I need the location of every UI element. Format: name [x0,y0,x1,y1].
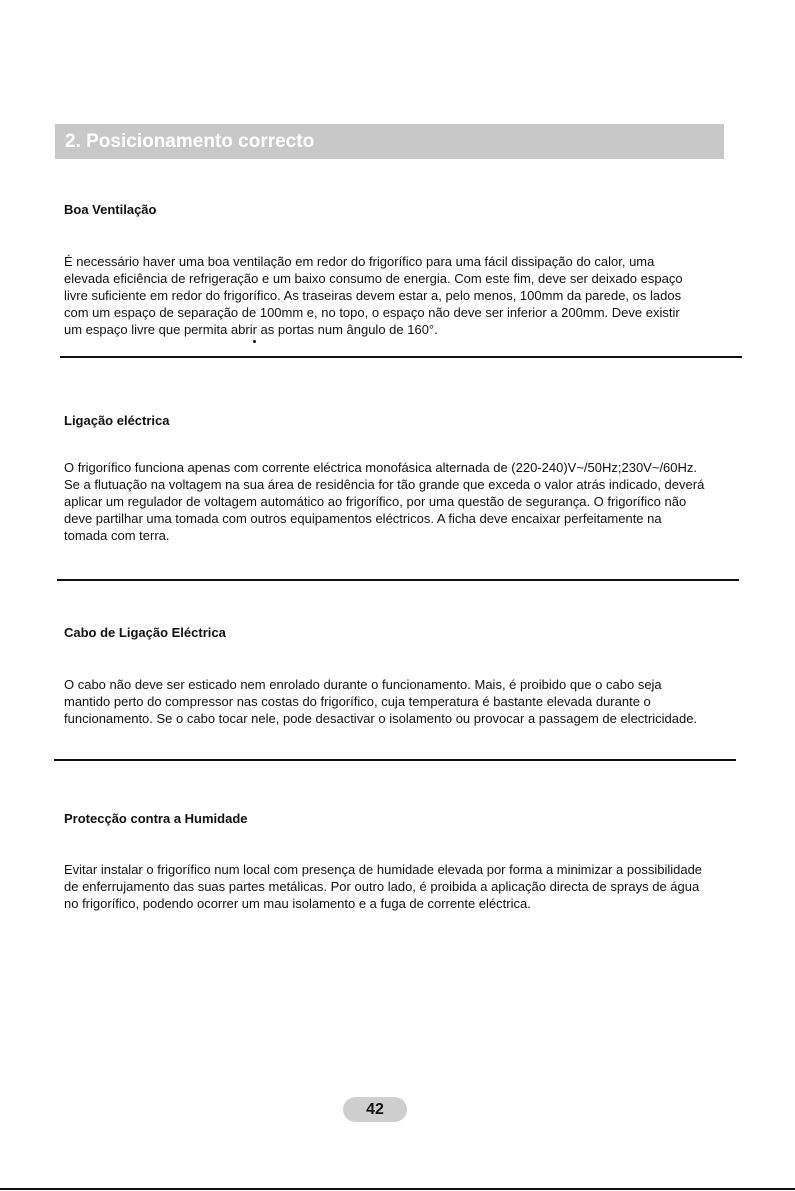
paragraph-line: deve partilhar uma tomada com outros equipamentos eléctricos. A ficha deve encaixar perfeitamente na [64,511,662,526]
page-bottom-border [0,1188,795,1190]
paragraph-line: aplicar um regulador de voltagem automático ao frigorífico, por uma questão de segurança. O frigorífico não [64,494,687,509]
paragraph-line: livre suficiente em redor do frigorífico. As traseiras devem estar a, pelo menos, 100mm da parede, os lados [64,288,682,303]
section-banner [55,124,724,159]
humidity-heading: Protecção contra a Humidade [64,811,248,826]
paragraph-line: no frigorífico, podendo ocorrer um mau isolamento e a fuga de corrente eléctrica. [64,896,531,911]
paragraph-line: É necessário haver uma boa ventilação em redor do frigorífico para uma fácil dissipação do calor, uma [64,254,655,269]
ventilation-heading: Boa Ventilação [64,202,157,217]
humidity-paragraph [64,861,702,912]
paragraph-line: com um espaço de separação de 100mm e, no topo, o espaço não deve ser inferior a 200mm. Deve existir [64,305,680,320]
page-number: 42 [366,1101,384,1118]
section-divider [54,759,736,761]
paragraph-line: um espaço livre que permita abrir as portas num ângulo de 160°. [64,322,438,337]
paragraph-line: mantido perto do compressor nas costas do frigorífico, cuja temperatura é bastante elevada durante o [64,694,651,709]
section-divider [60,356,742,358]
electrical-heading: Ligação eléctrica [64,413,170,428]
section-title: 2. Posicionamento correcto [65,131,315,152]
paragraph-line: tomada com terra. [64,528,170,543]
paragraph-line: Se a flutuação na voltagem na sua área de residência for tão grande que exceda o valor atrás indicado, deverá [64,477,705,492]
cable-paragraph [64,676,697,727]
paragraph-line: de enferrujamento das suas partes metálicas. Por outro lado, é proibida a aplicação directa de sprays de água [64,879,700,894]
paragraph-line: funcionamento. Se o cabo tocar nele, pode desactivar o isolamento ou provocar a passagem de electricidade. [64,711,698,726]
paragraph-line: O cabo não deve ser esticado nem enrolado durante o funcionamento. Mais, é proibido que o cabo seja [64,677,662,692]
cable-heading: Cabo de Ligação Eléctrica [64,625,226,640]
page-number-badge [343,1097,407,1122]
paragraph-line: Evitar instalar o frigorífico num local com presença de humidade elevada por forma a minimizar a possibilidade [64,862,703,877]
ventilation-paragraph [64,253,683,338]
electrical-paragraph [64,459,704,544]
paragraph-line: elevada eficiência de refrigeração e um baixo consumo de energia. Com este fim, deve ser deixado espaço [64,271,683,286]
bullet-dot [253,340,256,343]
paragraph-line: O frigorífico funciona apenas com corrente eléctrica monofásica alternada de (220-240)V~/50Hz;230V~/60Hz. [64,460,698,475]
section-divider [57,579,739,581]
